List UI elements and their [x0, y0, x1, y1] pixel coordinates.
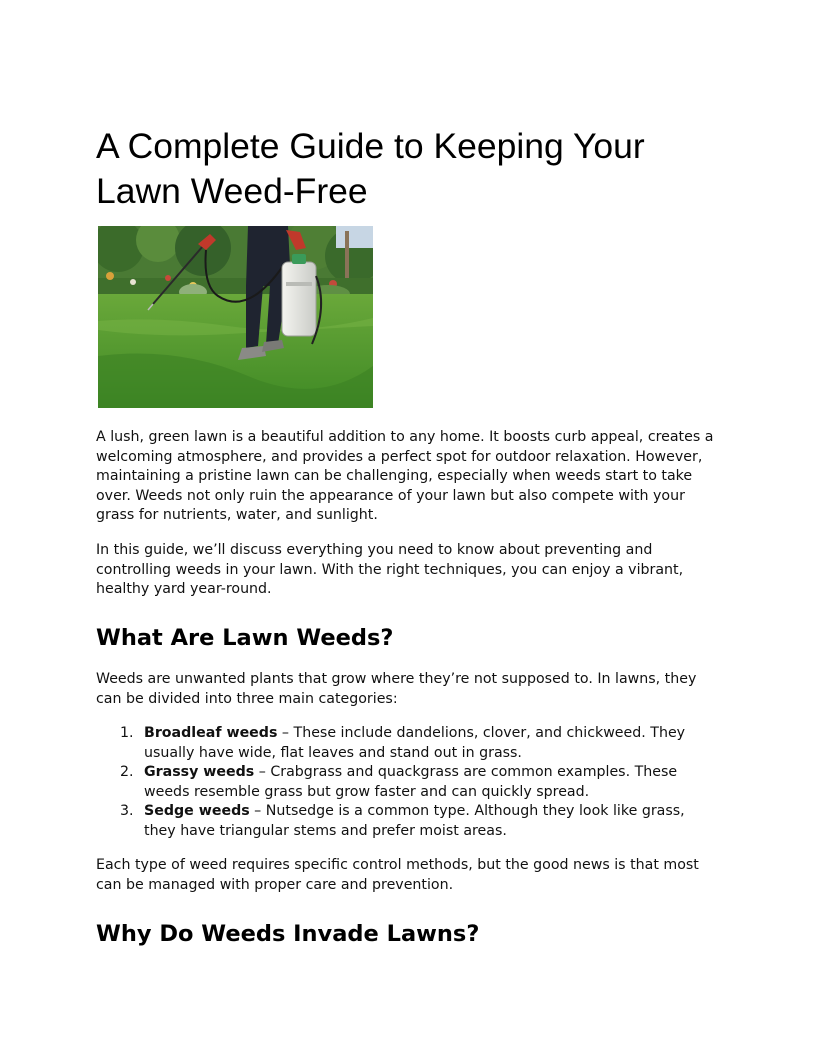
list-description: – Nutsedge is a common type. Although they look like grass, they have triangular stems and prefer moist areas.: [144, 803, 685, 839]
list-term: Broadleaf weeds: [144, 725, 278, 741]
list-number: 1.: [120, 725, 134, 741]
section-heading-lawn-weeds: What Are Lawn Weeds?: [96, 625, 394, 651]
list-description: – Crabgrass and quackgrass are common examples. These weeds resemble grass but grow faster and can quickly spread.: [144, 764, 678, 800]
list-item: [96, 724, 720, 763]
section-heading-weed-invasion: Why Do Weeds Invade Lawns?: [96, 921, 480, 947]
document-page: [96, 0, 720, 1056]
list-number: 2.: [120, 764, 134, 781]
weed-control-paragraph: Each type of weed requires specific control methods, but the good news is that most can be managed with proper care and prevention.: [96, 857, 699, 893]
list-term: Sedge weeds: [144, 803, 250, 820]
weed-categories-list: [96, 724, 720, 842]
page-title: A Complete Guide to Keeping Your Lawn Weed-Free: [96, 126, 645, 211]
list-number: 3.: [120, 803, 134, 820]
lawn-spraying-photo: [98, 226, 373, 408]
list-item: [96, 763, 720, 802]
intro-paragraph: A lush, green lawn is a beautiful addition to any home. It boosts curb appeal, creates a welcoming atmosphere, and provides a perfect spot for outdoor relaxation. However, maintaining a pristine lawn can be challenging, especially when weeds start to take over. Weeds not only ruin the appearance of your lawn but also compete with your grass for nutrients, water, and sunlight.: [96, 429, 714, 524]
guide-overview-paragraph: In this guide, we’ll discuss everything you need to know about preventing and controlling weeds in your lawn. With the right techniques, you can enjoy a vibrant, healthy yard year-round.: [96, 542, 684, 598]
list-item: [96, 802, 720, 841]
list-description: – These include dandelions, clover, and chickweed. They usually have wide, flat leaves and stand out in grass.: [144, 725, 686, 761]
list-term: Grassy weeds: [144, 764, 255, 781]
weeds-definition-paragraph: Weeds are unwanted plants that grow where they’re not supposed to. In lawns, they can be divided into three main categories:: [96, 671, 697, 707]
